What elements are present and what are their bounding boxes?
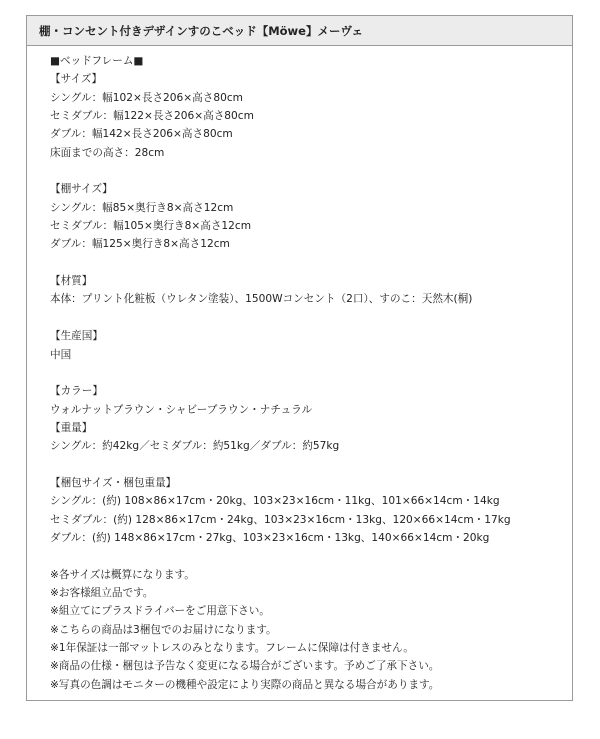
section-shelf-size (50, 180, 572, 253)
section-notes (50, 566, 572, 694)
section-gap (50, 254, 572, 272)
material-value: 本体：プリント化粧板（ウレタン塗装）、1500Wコンセント（2口）、すのこ：天然木(桐) (50, 293, 473, 306)
note-item: ※組立てにプラスドライバーをご用意下さい。 (50, 605, 270, 618)
spec-title: 棚・コンセント付きデザインすのこベッド【Möwe】メーヴェ (27, 16, 572, 46)
note-item: ※写真の色調はモニターの機種や設定により実際の商品と異なる場合があります。 (50, 678, 440, 691)
shelf-size-heading: 【棚サイズ】 (50, 183, 113, 196)
material-heading: 【材質】 (50, 275, 93, 288)
section-gap (50, 162, 572, 180)
note-item: ※各サイズは概算になります。 (50, 568, 195, 581)
note-item: ※お客様組立品です。 (50, 586, 154, 599)
floor-height: 床面までの高さ：28cm (50, 146, 165, 159)
weight-heading: 【重量】 (50, 421, 93, 434)
package-single: シングル：(約) 108×86×17cm・20kg、103×23×16cm・11kg、101×66×14cm・14kg (50, 495, 500, 508)
weight-value: シングル：約42kg／セミダブル：約51kg／ダブル：約57kg (50, 440, 340, 453)
size-double: ダブル：幅142×長さ206×高さ80cm (50, 128, 233, 141)
section-frame (50, 52, 572, 162)
spec-body (27, 46, 572, 694)
package-semidouble: セミダブル：(約) 128×86×17cm・24kg、103×23×16cm・13kg、120×66×14cm・17kg (50, 513, 511, 526)
frame-heading: ■ベッドフレーム■ (50, 55, 144, 67)
note-item: ※こちらの商品は3梱包でのお届けになります。 (50, 623, 277, 636)
origin-value: 中国 (50, 348, 72, 361)
package-heading: 【梱包サイズ・梱包重量】 (50, 476, 177, 489)
spec-table (26, 15, 573, 701)
package-double: ダブル：(約) 148×86×17cm・27kg、103×23×16cm・13kg、140×66×14cm・20kg (50, 531, 490, 544)
section-gap (50, 456, 572, 474)
section-gap (50, 547, 572, 565)
color-value: ウォルナットブラウン・シャビーブラウン・ナチュラル (50, 403, 313, 416)
shelf-size-semidouble: セミダブル：幅105×奥行き8×高さ12cm (50, 220, 252, 233)
section-gap (50, 364, 572, 382)
size-single: シングル：幅102×長さ206×高さ80cm (50, 91, 243, 104)
section-gap (50, 309, 572, 327)
size-heading: 【サイズ】 (50, 73, 103, 86)
shelf-size-double: ダブル：幅125×奥行き8×高さ12cm (50, 238, 230, 251)
size-semidouble: セミダブル：幅122×長さ206×高さ80cm (50, 110, 254, 123)
section-color-weight (50, 382, 572, 455)
origin-heading: 【生産国】 (50, 330, 103, 343)
color-heading: 【カラー】 (50, 385, 103, 398)
section-material (50, 272, 572, 309)
note-item: ※商品の仕様・梱包は予告なく変更になる場合がございます。予めご了承下さい。 (50, 660, 440, 673)
section-package (50, 474, 572, 547)
note-item: ※1年保証は一部マットレスのみとなります。フレームに保障は付きません。 (50, 642, 414, 654)
section-origin (50, 327, 572, 364)
shelf-size-single: シングル：幅85×奥行き8×高さ12cm (50, 201, 234, 214)
